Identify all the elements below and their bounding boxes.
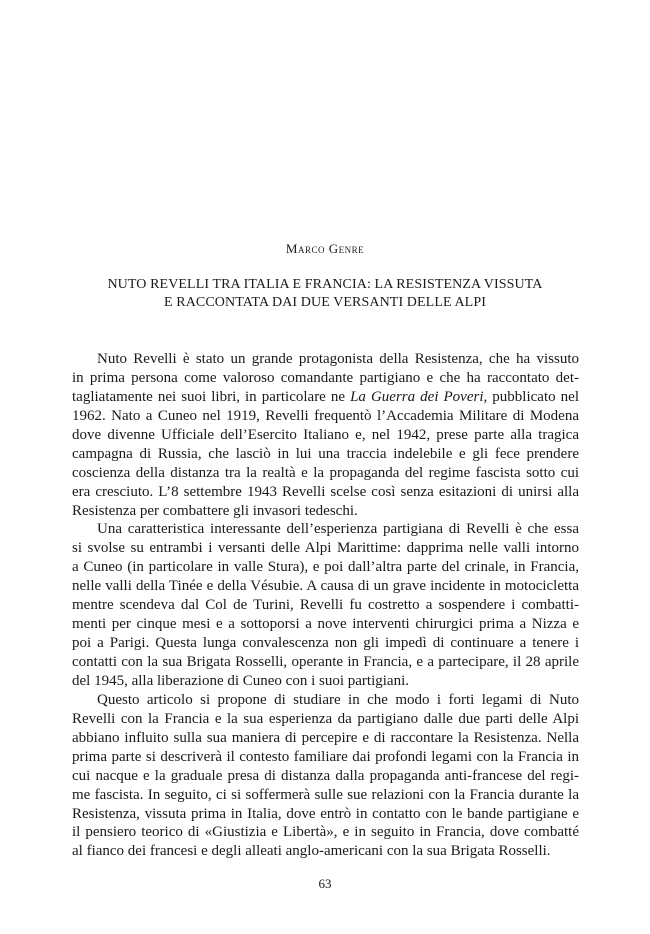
paragraph-line: coscienza della distanza tra la realtà e la propaganda del regime fascista sotto cui	[72, 464, 579, 481]
paragraph-line: contatti con la sua Brigata Rosselli, operante in Francia, e a partecipare, il 28 aprile	[72, 654, 579, 670]
paragraph-line: Revelli con la Francia e la sua esperienza da partigiano dalle due parti delle Alpi	[72, 710, 579, 727]
paragraph-line: abbiano influito sulla sua maniera di percepire e di raccontare la Resistenza. Nella	[72, 729, 579, 746]
paragraph-line: Nuto Revelli è stato un grande protagonista della Resistenza, che ha vissuto	[97, 351, 579, 367]
paragraph-line: si svolse su entrambi i versanti delle Alpi Marittime: dapprima nelle valli intorno	[72, 540, 579, 557]
paragraph-line: cui nacque e la graduale presa di distanza dalla propaganda anti-francese del regi-	[72, 767, 579, 784]
paragraph-line: poi a Parigi. Questa lunga convalescenza non gli impedì di continuare a tenere i	[72, 635, 579, 652]
paragraph-line: menti per cinque mesi e a sottoporsi a nove interventi chirurgici prima a Nizza e	[72, 616, 579, 633]
line-text: , pubblicato nel	[483, 388, 579, 405]
author-name: Marco Genre	[285, 241, 365, 256]
paragraph-line: dove divenne Ufficiale dell’Esercito Italiano e, nel 1942, prese parte alla tragica	[72, 426, 579, 443]
paragraph-line: 1962. Nato a Cuneo nel 1919, Revelli frequentò l’Accademia Militare di Modena	[72, 407, 579, 424]
paragraph-line: Resistenza per combattere gli invasori tedeschi.	[72, 502, 358, 519]
paragraph-line: il pensiero teorico di «Giustizia e Libertà», e in seguito in Francia, dove combatté	[72, 824, 579, 841]
paragraph-line: mentre scendeva dal Col de Turini, Revelli fu costretto a sospendere i combatti-	[72, 597, 579, 614]
paragraph-line: me fascista. In seguito, ci si soffermerà sulle sue relazioni con la Francia durante la	[72, 786, 579, 803]
paragraph-line: Resistenza, vissuta prima in Italia, dove entrò in contatto con le bande partigiane e	[72, 805, 579, 822]
paragraph-line: Una caratteristica interessante dell’esperienza partigiana di Revelli è che essa	[97, 521, 579, 538]
page-number: 63	[318, 876, 332, 891]
line-text: tagliatamente nei suoi libri, in particolare ne	[72, 388, 351, 405]
paragraph-line: Questo articolo si propone di studiare in che modo i forti legami di Nuto	[97, 691, 579, 708]
article-title-line: E RACCONTATA DAI DUE VERSANTI DELLE ALPI	[164, 295, 486, 310]
book-title: La Guerra dei Poveri	[350, 388, 484, 405]
paragraph-line: prima parte si descriverà il contesto familiare dai profondi legami con la Francia in	[72, 748, 579, 765]
paragraph-line: campagna di Russia, che lasciò in lui una traccia indelebile e gli fece prendere	[72, 445, 579, 462]
paragraph-line: al fianco dei francesi e degli alleati anglo-americani con la sua Brigata Rosselli.	[72, 843, 551, 860]
paragraph-line: del 1945, alla liberazione di Cuneo con i suoi partigiani.	[72, 672, 409, 689]
article-title	[0, 276, 650, 312]
paragraph-line: nelle valli della Tinée e della Vésubie. A causa di un grave incidente in motocicletta	[72, 578, 579, 595]
article-title-line: NUTO REVELLI TRA ITALIA E FRANCIA: LA RESISTENZA VISSUTA	[107, 277, 543, 292]
paragraph-line: a Cuneo (in particolare in valle Stura), e poi dall’altra parte del crinale, in Francia,	[72, 559, 579, 576]
article-body	[72, 350, 579, 861]
paragraph-line: in prima persona come valoroso comandante partigiano e che ha raccontato det-	[72, 369, 579, 386]
paragraph-line: era cresciuto. L’8 settembre 1943 Revelli scelse così senza esitazioni di unirsi alla	[72, 483, 579, 500]
paragraph-line	[72, 388, 579, 407]
